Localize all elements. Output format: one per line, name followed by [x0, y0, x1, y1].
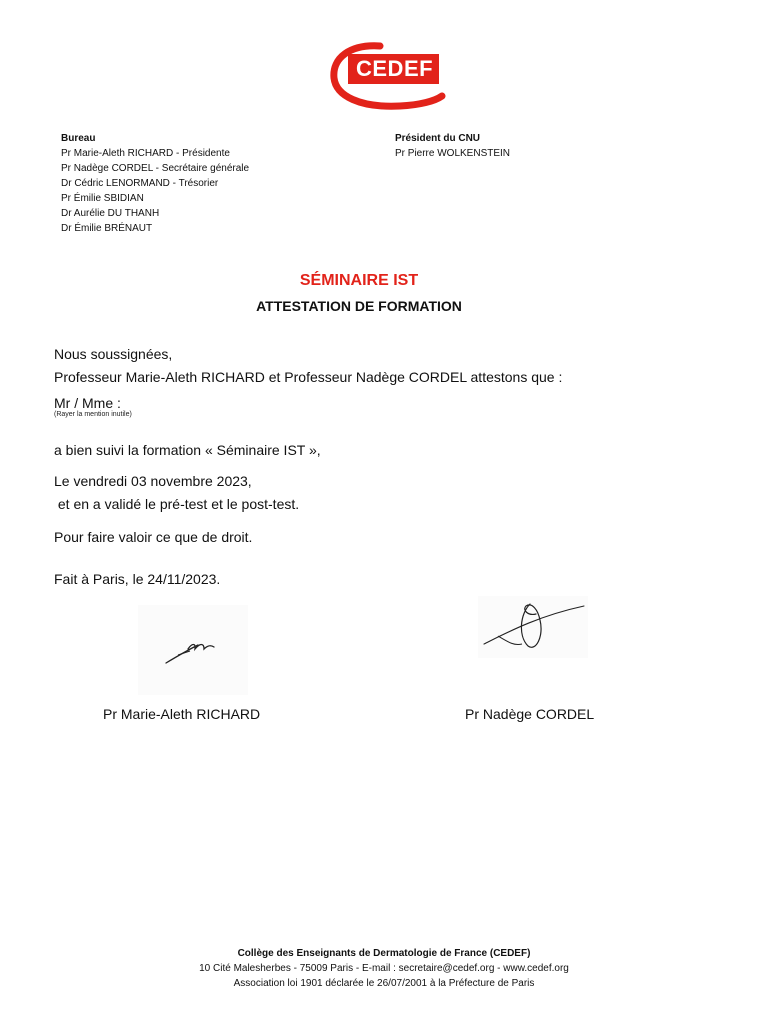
body-line-validation: et en a validé le pré-test et le post-test.: [54, 496, 300, 512]
cedef-logo: [320, 38, 450, 114]
board-heading: Bureau: [61, 133, 96, 144]
board-member: Pr Marie-Aleth RICHARD - Présidente: [61, 148, 230, 159]
board-section: [61, 131, 249, 236]
board-member: Dr Aurélie DU THANH: [61, 208, 160, 219]
signatory-left-name: Pr Marie-Aleth RICHARD: [103, 706, 261, 722]
board-member: Pr Émilie SBIDIAN: [61, 193, 144, 204]
signatory-right-name: Pr Nadège CORDEL: [465, 706, 595, 722]
footer-organization: Collège des Enseignants de Dermatologie de France (CEDEF): [237, 948, 531, 959]
footer: [0, 946, 768, 991]
president-section: [395, 131, 510, 161]
board-member: Dr Émilie BRÉNAUT: [61, 223, 153, 234]
signature-left-image: [138, 605, 248, 695]
document-subtitle: ATTESTATION DE FORMATION: [256, 298, 462, 314]
footer-contact: 10 Cité Malesherbes - 75009 Paris - E-mail : secretaire@cedef.org - www.cedef.org: [199, 963, 569, 974]
body-line-fait: Fait à Paris, le 24/11/2023.: [54, 571, 221, 587]
president-heading: Président du CNU: [395, 133, 481, 144]
signature-right-image: [478, 596, 588, 658]
body-line-date: Le vendredi 03 novembre 2023,: [54, 473, 252, 489]
body-line-soussignees: Nous soussignées,: [54, 346, 173, 362]
president-name: Pr Pierre WOLKENSTEIN: [395, 148, 511, 159]
signature-left: [138, 605, 248, 695]
logo-text: CEDEF: [348, 54, 439, 84]
footer-registration: Association loi 1901 déclarée le 26/07/2001 à la Préfecture de Paris: [233, 978, 535, 989]
document-title: SÉMINAIRE IST: [299, 272, 419, 289]
body-line-mr-mme: Mr / Mme :: [54, 395, 121, 411]
body-line-droit: Pour faire valoir ce que de droit.: [54, 529, 253, 545]
body-line-attestons: Professeur Marie-Aleth RICHARD et Professeur Nadège CORDEL attestons que :: [54, 369, 563, 385]
board-member: Dr Cédric LENORMAND - Trésorier: [61, 178, 219, 189]
body-line-formation: a bien suivi la formation « Séminaire IST »,: [54, 442, 321, 458]
rayer-note: (Rayer la mention inutile): [54, 411, 132, 418]
board-member: Pr Nadège CORDEL - Secrétaire générale: [61, 163, 250, 174]
signature-right: [478, 596, 588, 658]
